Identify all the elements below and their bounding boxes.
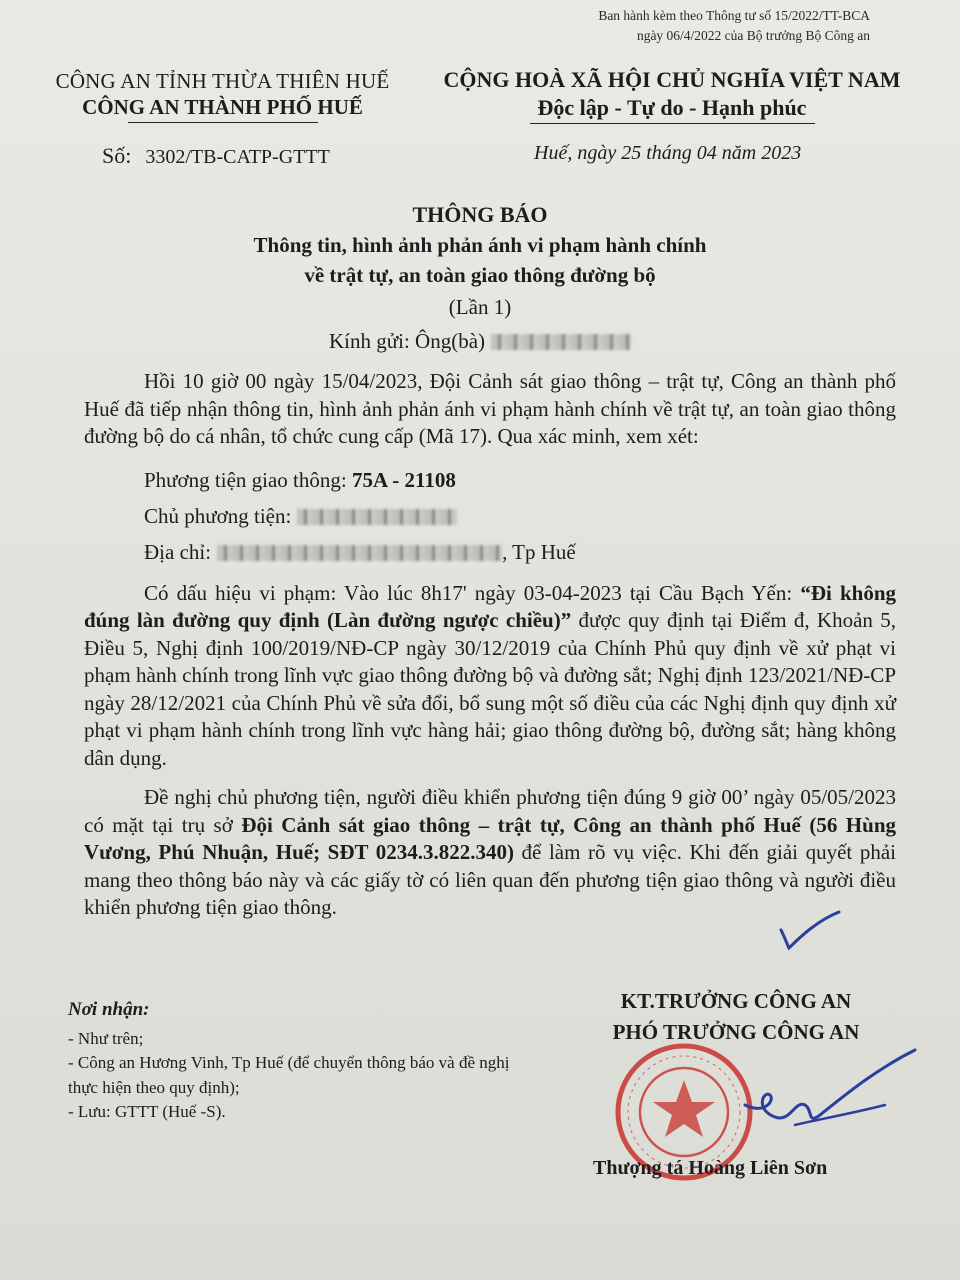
title-main: THÔNG BÁO: [412, 202, 548, 227]
redacted-address: [217, 545, 502, 561]
motto-underline: [530, 123, 815, 124]
owner-line: [84, 500, 896, 532]
signer-name: Thượng tá Hoàng Liên Sơn: [593, 1157, 828, 1179]
ink-checkmark: [775, 908, 845, 953]
address-label: Địa chỉ:: [144, 539, 212, 564]
issuing-agency: [45, 68, 400, 123]
redacted-recipient-name: [491, 334, 631, 350]
agency-underline: [128, 122, 318, 123]
document-number: [102, 143, 330, 169]
doc-number-label: Số:: [102, 143, 132, 168]
document-title: [0, 200, 960, 358]
title-sub-1: Thông tin, hình ảnh phản ánh vi phạm hành chính: [253, 233, 707, 257]
doc-number-value: 3302/TB-CATP-GTTT: [145, 146, 330, 168]
address-line: [84, 536, 896, 568]
request-location: Đội Cảnh sát giao thông – trật tự, Công an thành phố Huế (56 Hùng Vương, Phú Nhuận, Huế; SĐT 0234.3.822.340): [84, 812, 896, 864]
nation-name: CỘNG HOÀ XÃ HỘI CHỦ NGHĨA VIỆT NAM: [443, 67, 901, 92]
national-motto: Độc lập - Tự do - Hạnh phúc: [537, 95, 807, 120]
attachment-note-line: Ban hành kèm theo Thông tư số 15/2022/TT-BCA: [598, 8, 870, 23]
violation-description: “Đi không đúng làn đường quy định (Làn đường ngược chiều)”: [84, 580, 897, 632]
violation-legal-basis: được quy định tại Điểm đ, Khoản 5, Điều 5, Nghị định 100/2019/NĐ-CP ngày 30/12/2019 của Chính Phủ quy định về xử phạt vi phạm hành chính trong lĩnh vực giao thông đường bộ và đường sắt; Nghị định 123/2021/NĐ-CP ngày 28/12/2021 của Chính Phủ về sửa đổi, bổ sung một số điều của các Nghị định quy định xử phạt vi phạm hành chính trong lĩnh vực hàng hải; giao thông đường bộ, đường sắt; hàng không dân dụng.: [84, 608, 896, 770]
vehicle-line: [84, 464, 896, 496]
recipients-block: [68, 998, 513, 1125]
recipient-item: - Như trên;: [68, 1028, 144, 1048]
request-paragraph: [84, 784, 896, 922]
attachment-note-line: ngày 06/4/2022 của Bộ trưởng Bộ Công an: [636, 28, 870, 43]
handwritten-signature: [735, 1045, 920, 1145]
violation-paragraph: [84, 580, 896, 773]
attachment-note: [598, 6, 870, 46]
agency-name: CÔNG AN THÀNH PHỐ HUẾ: [82, 95, 363, 119]
signature-title-1: KT.TRƯỞNG CÔNG AN: [620, 989, 852, 1013]
title-sub-2: về trật tự, an toàn giao thông đường bộ: [304, 263, 656, 287]
vehicle-plate: 75A - 21108: [351, 467, 456, 492]
owner-label: Chủ phương tiện:: [144, 503, 292, 528]
intro-paragraph: Hồi 10 giờ 00 ngày 15/04/2023, Đội Cảnh sát giao thông – trật tự, Công an thành phố Huế đã tiếp nhận thông tin, hình ảnh phản ánh vi phạm hành chính về trật tự, an toàn giao thông đường bộ do cá nhân, tổ chức cung cấp (Mã 17). Qua xác minh, xem xét:: [84, 369, 896, 448]
national-header: [432, 66, 912, 124]
signature-title-2: PHÓ TRƯỞNG CÔNG AN: [612, 1020, 860, 1044]
recipient-label: Kính gửi: Ông(bà): [328, 329, 486, 353]
signature-block: [578, 986, 894, 1048]
address-suffix: , Tp Huế: [502, 539, 576, 564]
recipient-line: [0, 324, 960, 358]
document-date: Huế, ngày 25 tháng 04 năm 2023: [534, 142, 802, 164]
violation-text: Có dấu hiệu vi phạm: Vào lúc 8h17' ngày 03-04-2023 tại Cầu Bạch Yến:: [144, 580, 801, 605]
document-body: [84, 368, 896, 922]
vehicle-label: Phương tiện giao thông:: [144, 467, 347, 492]
request-instructions: để làm rõ vụ việc. Khi đến giải quyết phải mang theo thông báo này và các giấy tờ có liên quan đến phương tiện giao thông và người điều khiển phương tiện giao thông.: [84, 840, 896, 919]
request-text: Đề nghị chủ phương tiện, người điều khiển phương tiện đúng 9 giờ 00’ ngày 05/05/2023 có mặt tại trụ sở: [84, 785, 896, 837]
redacted-owner-name: [297, 509, 457, 525]
agency-parent: CÔNG AN TỈNH THỪA THIÊN HUẾ: [55, 69, 390, 93]
recipient-item: - Lưu: GTTT (Huế -S).: [68, 1102, 226, 1121]
recipients-heading: Nơi nhận:: [68, 999, 150, 1020]
attempt-number: (Lần 1): [448, 295, 512, 319]
recipient-item: - Công an Hương Vinh, Tp Huế (để chuyển thông báo và đề nghị thực hiện theo quy định);: [68, 1053, 510, 1097]
